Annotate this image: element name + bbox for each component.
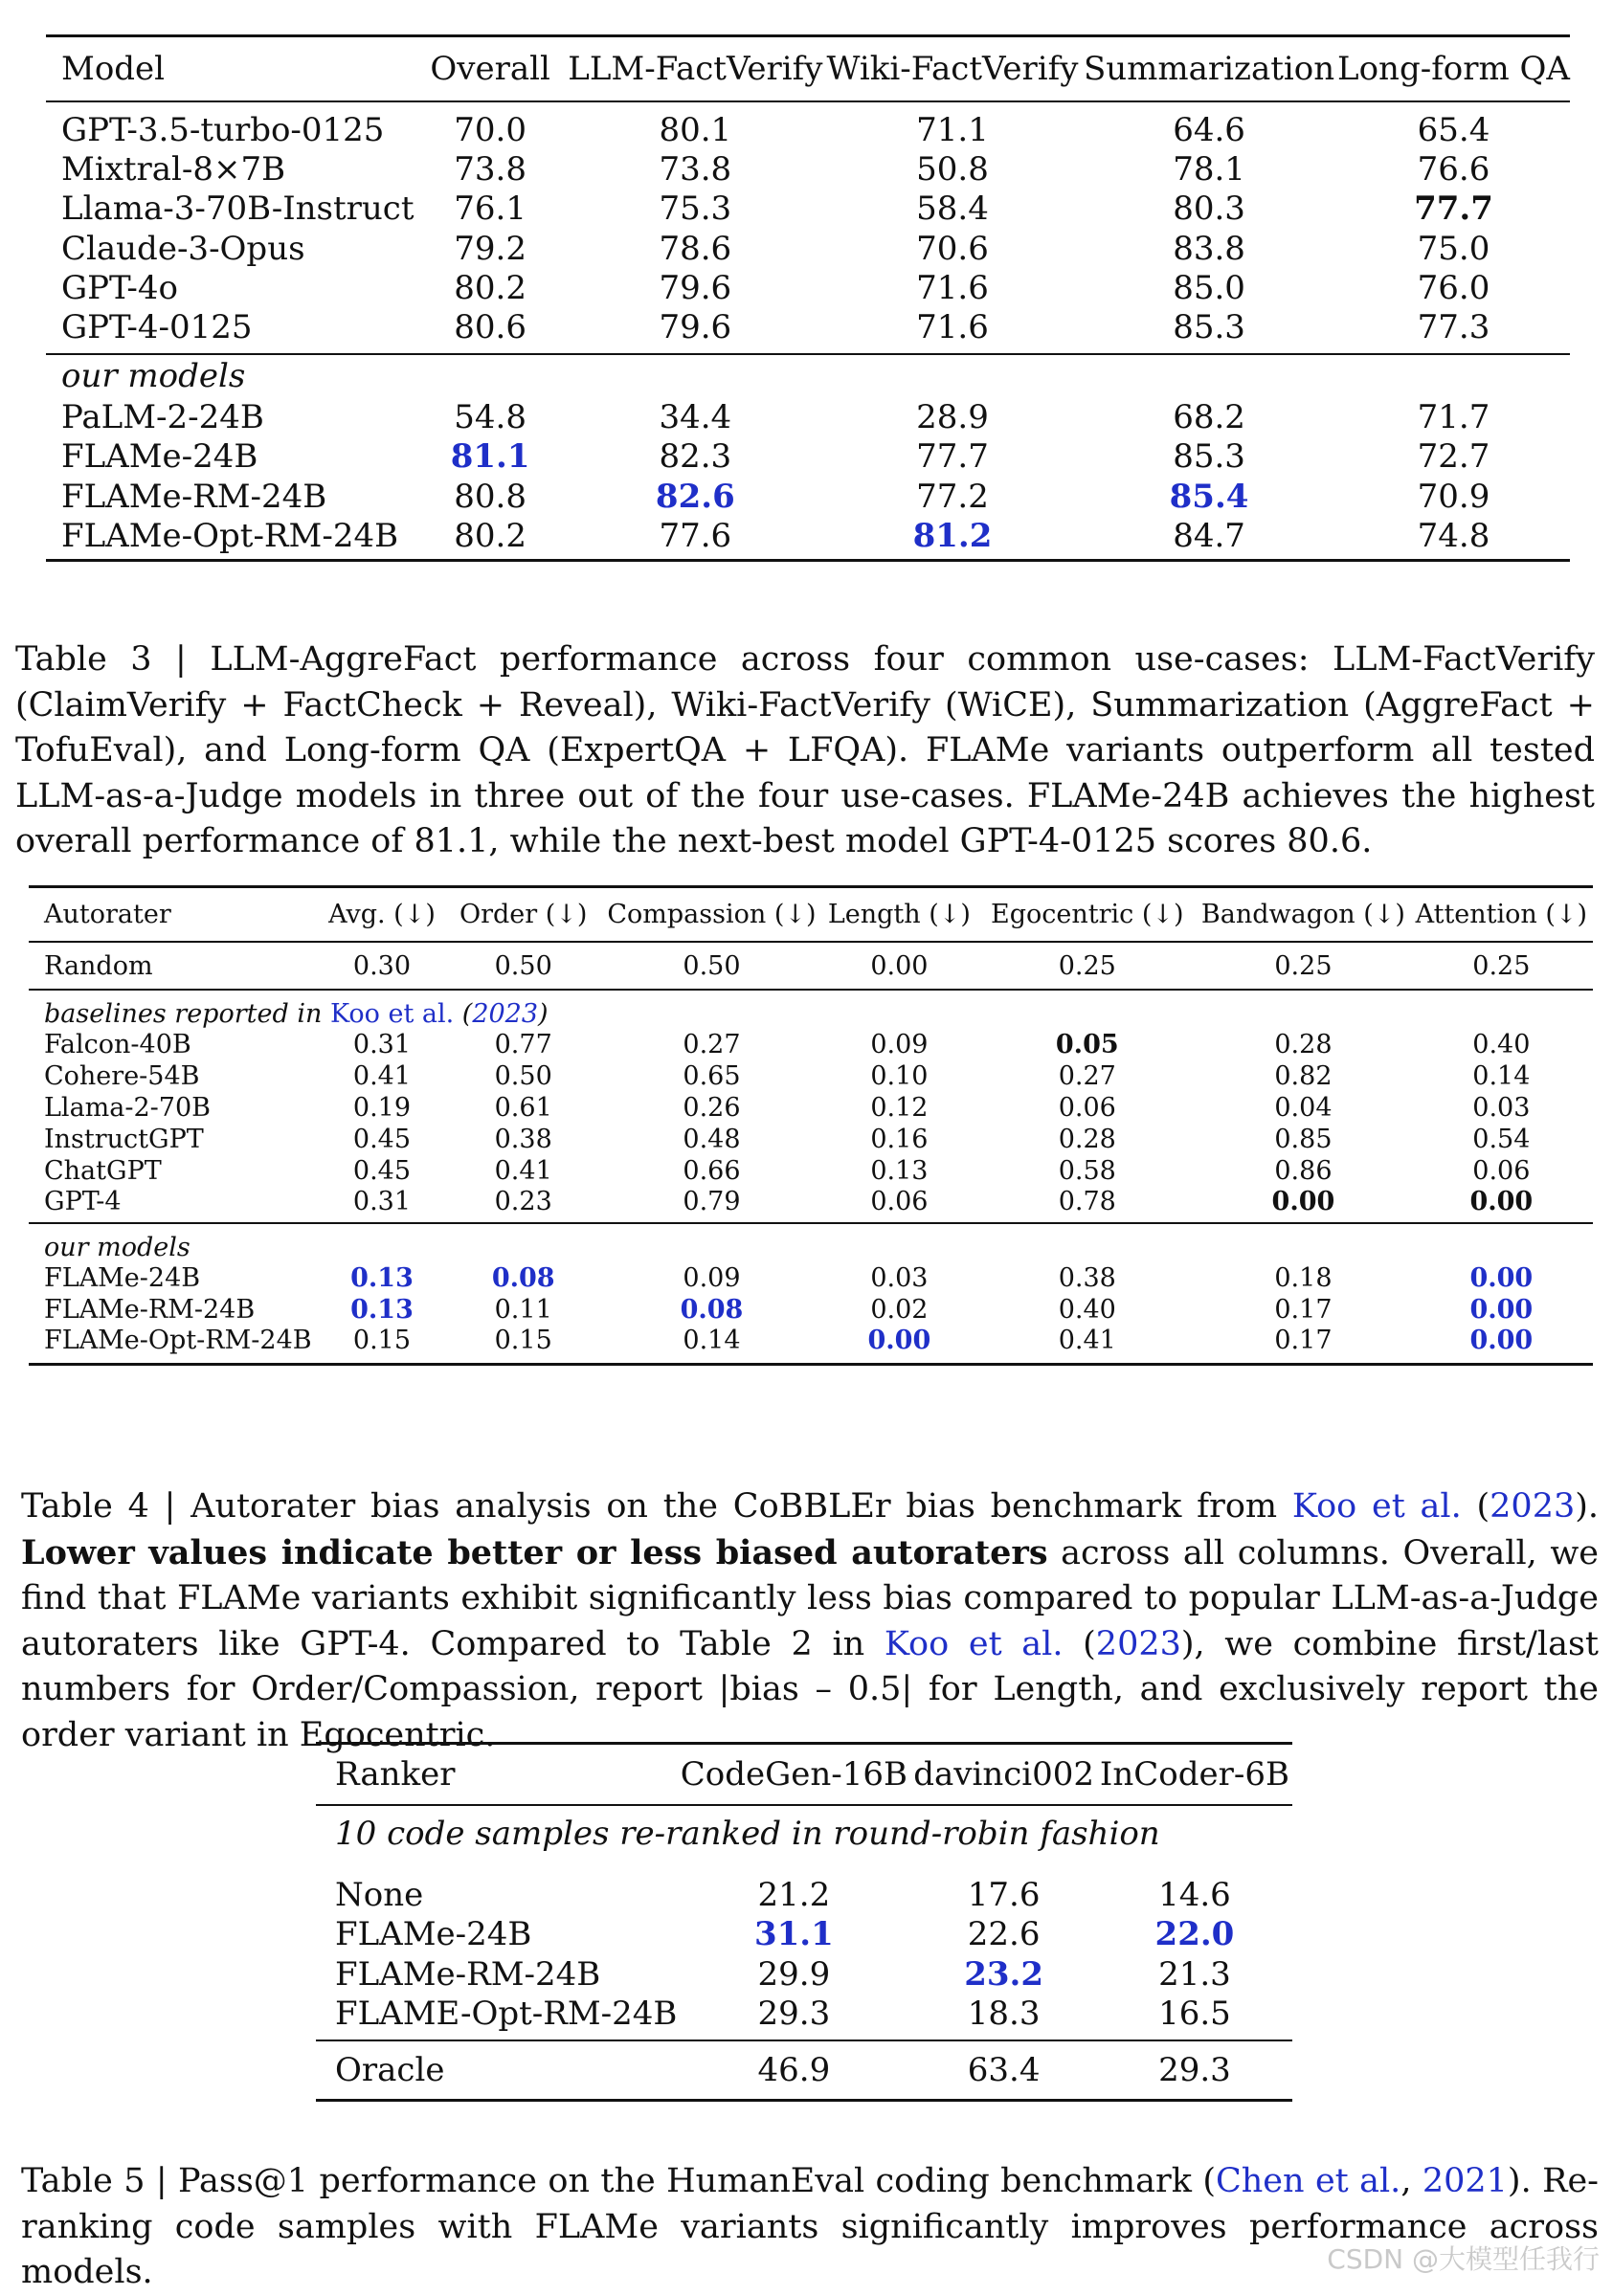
cell-best: 0.13	[350, 1295, 414, 1325]
cell: 17.6	[967, 1875, 1041, 1914]
cell: 77.6	[659, 516, 732, 555]
cell: 0.38	[494, 1125, 552, 1154]
cell: 0.25	[1274, 950, 1333, 981]
row-model: InstructGPT	[44, 1125, 204, 1154]
row-model: GPT-3.5-turbo-0125	[61, 111, 385, 149]
cell: 0.13	[870, 1156, 929, 1186]
header-ranker: Ranker	[335, 1755, 456, 1794]
header-incoder: InCoder-6B	[1099, 1755, 1289, 1794]
table-row	[29, 1060, 1593, 1092]
cell: 71.6	[916, 269, 989, 308]
table-row	[46, 308, 1570, 354]
citation-paren: ).	[1575, 1487, 1600, 1526]
cell-best: 0.00	[867, 1326, 931, 1355]
row-model: Random	[44, 950, 153, 981]
row-model: GPT-4o	[61, 269, 178, 308]
cell: 22.6	[967, 1915, 1041, 1954]
group-label	[29, 990, 1593, 1029]
cell: 21.2	[757, 1875, 831, 1914]
cell: 0.06	[1058, 1093, 1116, 1123]
cell: 71.1	[916, 111, 989, 149]
cell: 28.9	[916, 397, 989, 436]
cell: 0.41	[352, 1061, 412, 1091]
cell: 16.5	[1158, 1994, 1231, 2033]
cell: 0.09	[683, 1263, 741, 1293]
cell: 0.45	[352, 1125, 412, 1154]
group-label-row	[46, 354, 1570, 397]
cell: 0.82	[1274, 1061, 1333, 1091]
header-long-form-qa: Long-form QA	[1337, 50, 1570, 88]
cell: 0.31	[352, 1187, 412, 1216]
cell: 83.8	[1173, 229, 1245, 268]
cell: 64.6	[1173, 111, 1245, 149]
row-model: GPT-4	[44, 1187, 122, 1216]
cell: 0.04	[1274, 1093, 1333, 1123]
cell: 79.6	[659, 269, 732, 308]
cell-best: 31.1	[753, 1915, 834, 1954]
caption-emphasis: Lower values indicate better or less biased autoraters	[21, 1532, 1048, 1572]
citation-paren: )	[538, 999, 549, 1029]
cell: 80.2	[454, 516, 526, 555]
cell-best: 0.13	[350, 1263, 414, 1293]
citation-link[interactable]: Koo et al.	[329, 999, 455, 1029]
cell: 46.9	[757, 2050, 831, 2089]
cell: 85.3	[1173, 437, 1245, 477]
cell: 75.0	[1417, 229, 1490, 268]
cell: 78.6	[659, 229, 732, 268]
header-summarization: Summarization	[1083, 50, 1335, 88]
cell: 0.03	[1472, 1093, 1531, 1123]
header-davinci: davinci002	[913, 1755, 1095, 1794]
cell: 58.4	[916, 189, 989, 229]
cell: 0.38	[1058, 1263, 1116, 1293]
cell: 0.19	[352, 1093, 412, 1123]
cell-best: 81.2	[912, 516, 993, 555]
cell: 54.8	[454, 397, 526, 436]
table-row	[46, 229, 1570, 269]
citation-paren: (	[1063, 1624, 1096, 1663]
cell: 0.30	[352, 950, 412, 981]
cell: 0.10	[870, 1061, 929, 1091]
cell-best: 0.00	[1469, 1187, 1534, 1216]
cell: 70.0	[454, 111, 526, 149]
row-model: Llama-2-70B	[44, 1093, 211, 1123]
cell: 0.86	[1274, 1156, 1333, 1186]
cell-best: 0.05	[1055, 1030, 1119, 1059]
cell-best: 0.00	[1271, 1187, 1335, 1216]
group-label-row	[316, 1805, 1292, 1861]
row-model: FLAMe-24B	[61, 437, 258, 477]
cell: 0.40	[1058, 1295, 1116, 1325]
cell: 80.8	[454, 477, 526, 516]
header-avg: Avg. (↓)	[328, 900, 436, 929]
cell: 0.23	[494, 1187, 552, 1216]
row-model: Falcon-40B	[44, 1030, 191, 1059]
cell: 0.02	[870, 1295, 929, 1325]
cell: 29.3	[757, 1994, 831, 2033]
caption-text: ). Re-ranking code samples with FLAMe variants significantly improves performance across models.	[21, 2162, 1599, 2291]
row-model: FLAMe-24B	[335, 1915, 532, 1954]
cell: 0.58	[1058, 1156, 1116, 1186]
citation-link[interactable]: Koo et al.	[884, 1624, 1064, 1663]
caption-text: Table 4 | Autorater bias analysis on the CoBBLEr bias benchmark from	[21, 1487, 1292, 1526]
cell: 34.4	[659, 397, 732, 436]
spacer-row	[316, 1861, 1292, 1875]
table-row	[46, 101, 1570, 149]
citation-year-link[interactable]: 2023	[1490, 1487, 1576, 1526]
cell: 80.3	[1173, 189, 1245, 229]
cell: 0.11	[494, 1295, 552, 1325]
group-label-row	[29, 990, 1593, 1029]
cell: 77.3	[1417, 308, 1490, 346]
cell: 63.4	[967, 2050, 1041, 2089]
cell: 29.9	[757, 1954, 831, 1994]
row-model: Llama-3-70B-Instruct	[61, 189, 414, 229]
citation-paren: (	[454, 999, 473, 1029]
spacer	[316, 1861, 1292, 1875]
cell: 78.1	[1173, 149, 1245, 189]
cell: 70.6	[916, 229, 989, 268]
table-row	[46, 397, 1570, 437]
row-model: FLAMe-RM-24B	[335, 1954, 601, 1994]
cell: 0.50	[494, 950, 552, 981]
cell-best: 23.2	[964, 1954, 1044, 1994]
header-length: Length (↓)	[827, 900, 971, 929]
table-3	[46, 34, 1570, 562]
cell: 76.0	[1417, 269, 1490, 308]
table-row	[316, 1954, 1292, 1995]
cell: 0.50	[683, 950, 741, 981]
cell: 0.16	[870, 1125, 929, 1154]
citation-year-link[interactable]: 2021	[1422, 2162, 1508, 2200]
table-row	[46, 269, 1570, 309]
cell: 14.6	[1158, 1875, 1231, 1914]
cell: 0.66	[683, 1156, 741, 1186]
watermark: CSDN @大模型任我行	[1327, 2243, 1600, 2275]
group-label-prefix: baselines reported in	[44, 999, 330, 1029]
cell: 0.41	[1058, 1326, 1116, 1355]
cell: 0.28	[1274, 1030, 1333, 1059]
row-model: FLAMe-RM-24B	[61, 477, 327, 516]
table-row	[29, 1029, 1593, 1060]
cell: 70.9	[1417, 477, 1490, 516]
caption-text: Table 5 | Pass@1 performance on the HumanEval coding benchmark (	[21, 2162, 1216, 2200]
cell: 68.2	[1173, 397, 1245, 436]
cell: 0.79	[683, 1187, 741, 1216]
cell: 29.3	[1158, 2050, 1231, 2089]
cell: 0.41	[494, 1156, 552, 1186]
caption-text: across all columns. Overall, we find that FLAMe variants exhibit significantly less bias compared to popular LLM-as-a-Judge autoraters like GPT-4. Compared to Table 2 in	[21, 1533, 1599, 1663]
header-model: Model	[61, 50, 166, 88]
cell-best: 85.4	[1169, 477, 1249, 516]
table-row	[29, 1187, 1593, 1223]
cell: 0.17	[1274, 1295, 1333, 1325]
cell: 76.1	[454, 189, 526, 229]
table-row	[29, 1262, 1593, 1294]
table-4	[29, 885, 1593, 1366]
cell: 0.40	[1472, 1030, 1531, 1059]
caption-text: ), we combine first/last numbers for Order/Compassion, report |bias – 0.5| for Length, and exclusively report the order variant in Egocentric.	[21, 1624, 1599, 1754]
row-model: Oracle	[335, 2050, 445, 2089]
cell: 0.27	[683, 1030, 741, 1059]
table-row	[46, 437, 1570, 478]
cell: 0.77	[494, 1030, 552, 1059]
cell: 0.14	[683, 1326, 741, 1355]
cell: 72.7	[1417, 437, 1490, 477]
table-row	[316, 1995, 1292, 2040]
cell: 0.28	[1058, 1125, 1116, 1154]
row-model: GPT-4-0125	[61, 308, 253, 346]
row-model: FLAMe-RM-24B	[44, 1295, 256, 1325]
cell: 75.3	[659, 189, 732, 229]
cell: 82.3	[659, 437, 732, 477]
table-row	[29, 942, 1593, 990]
table-row	[316, 1915, 1292, 1955]
cell: 71.6	[916, 308, 989, 346]
cell: 77.2	[916, 477, 989, 516]
row-model: None	[335, 1875, 424, 1914]
cell: 0.15	[494, 1326, 552, 1355]
citation-year-link[interactable]: 2023	[472, 999, 539, 1029]
cell: 80.6	[454, 308, 526, 346]
cell: 0.50	[494, 1061, 552, 1091]
cell: 0.78	[1058, 1187, 1116, 1216]
cell: 0.65	[683, 1061, 741, 1091]
cell: 79.6	[659, 308, 732, 346]
cell: 0.54	[1472, 1125, 1531, 1154]
table-row	[46, 477, 1570, 517]
cell: 0.09	[870, 1030, 929, 1059]
cell: 77.7	[916, 437, 989, 477]
table-header-row	[29, 887, 1593, 943]
cell: 84.7	[1173, 516, 1245, 555]
table-3-caption: Table 3 | LLM-AggreFact performance across four common use-cases: LLM-FactVerify (ClaimVerify + FactCheck + Reveal), Wiki-FactVerify (WiCE), Summarization (AggreFact + TofuEval), and Long-form QA (ExpertQA + LFQA). FLAMe variants outperform all tested LLM-as-a-Judge models in three out of the four use-cases. FLAMe-24B achieves the highest overall performance of 81.1, while the next-best model GPT-4-0125 scores 80.6.	[15, 640, 1595, 860]
cell: 0.31	[352, 1030, 412, 1059]
cell: 0.14	[1472, 1061, 1531, 1091]
table-row	[29, 1124, 1593, 1155]
cell: 0.27	[1058, 1061, 1116, 1091]
row-model: FLAMe-Opt-RM-24B	[61, 516, 399, 555]
cell-best: 0.08	[491, 1263, 555, 1293]
cell-best: 0.00	[1469, 1295, 1534, 1325]
cell-best: 81.1	[450, 437, 530, 477]
group-label: our models	[61, 357, 246, 395]
table-row	[46, 149, 1570, 189]
row-model: FLAME-Opt-RM-24B	[335, 1994, 678, 2033]
header-bandwagon: Bandwagon (↓)	[1200, 900, 1405, 929]
table-row	[29, 1294, 1593, 1326]
header-order: Order (↓)	[459, 900, 588, 929]
cell: 0.45	[352, 1156, 412, 1186]
citation-year-link[interactable]: 2023	[1095, 1624, 1181, 1663]
cell: 80.2	[454, 269, 526, 308]
cell-best: 82.6	[655, 477, 735, 516]
table-row	[29, 1326, 1593, 1365]
cell: 0.06	[870, 1187, 929, 1216]
cell: 80.1	[659, 111, 732, 149]
cell: 21.3	[1158, 1954, 1231, 1994]
header-autorater: Autorater	[44, 900, 171, 929]
table-row	[316, 2040, 1292, 2101]
table-row	[29, 1155, 1593, 1187]
citation-sep: ,	[1400, 2162, 1423, 2200]
cell: 0.61	[494, 1093, 552, 1123]
cell: 0.85	[1274, 1125, 1333, 1154]
header-compassion: Compassion (↓)	[607, 900, 817, 929]
group-label: 10 code samples re-ranked in round-robin fashion	[335, 1815, 1160, 1853]
table-row	[316, 1875, 1292, 1915]
header-wiki-factverify: Wiki-FactVerify	[826, 50, 1079, 88]
cell: 73.8	[454, 149, 526, 189]
row-model: Cohere-54B	[44, 1061, 200, 1091]
header-overall: Overall	[430, 50, 550, 88]
cell-best: 0.00	[1469, 1326, 1534, 1355]
cell: 0.00	[870, 950, 929, 981]
header-attention: Attention (↓)	[1415, 900, 1588, 929]
cell: 76.6	[1417, 149, 1490, 189]
cell: 50.8	[916, 149, 989, 189]
table-row	[46, 189, 1570, 230]
table-row	[46, 517, 1570, 561]
table-header-row	[316, 1744, 1292, 1806]
citation-link[interactable]: Koo et al.	[1291, 1487, 1462, 1526]
row-model: ChatGPT	[44, 1156, 162, 1186]
cell: 0.12	[870, 1093, 929, 1123]
group-label: our models	[44, 1233, 190, 1262]
table-row	[29, 1092, 1593, 1124]
cell: 71.7	[1417, 397, 1490, 436]
cell-best: 0.08	[680, 1295, 744, 1325]
citation-link[interactable]: Chen et al.	[1215, 2162, 1401, 2200]
cell: 65.4	[1417, 111, 1490, 149]
cell: 79.2	[454, 229, 526, 268]
cell: 0.17	[1274, 1326, 1333, 1355]
cell: 18.3	[967, 1994, 1041, 2033]
table-header-row	[46, 36, 1570, 102]
header-llm-factverify: LLM-FactVerify	[568, 50, 823, 88]
row-model: Claude-3-Opus	[61, 229, 305, 268]
row-model: FLAMe-Opt-RM-24B	[44, 1326, 312, 1355]
table-4-caption	[21, 1484, 1599, 1758]
cell: 74.8	[1417, 516, 1490, 555]
cell: 0.25	[1472, 950, 1531, 981]
row-model: PaLM-2-24B	[61, 397, 264, 436]
table-5	[316, 1742, 1292, 2102]
cell: 0.03	[870, 1263, 929, 1293]
header-codegen: CodeGen-16B	[680, 1755, 908, 1794]
cell-best: 77.7	[1414, 189, 1493, 229]
cell: 0.26	[683, 1093, 741, 1123]
cell: 0.06	[1472, 1156, 1531, 1186]
cell: 0.15	[352, 1326, 412, 1355]
cell: 0.25	[1058, 950, 1116, 981]
citation-paren: (	[1461, 1487, 1490, 1526]
row-model: Mixtral-8×7B	[61, 149, 286, 189]
cell-best: 0.00	[1469, 1263, 1534, 1293]
cell: 85.0	[1173, 269, 1245, 308]
cell: 85.3	[1173, 308, 1245, 346]
cell: 73.8	[659, 149, 732, 189]
row-model: FLAMe-24B	[44, 1263, 201, 1293]
header-egocentric: Egocentric (↓)	[991, 900, 1184, 929]
cell: 0.18	[1274, 1263, 1333, 1293]
cell: 0.48	[683, 1125, 741, 1154]
group-label-row	[29, 1223, 1593, 1262]
cell-best: 22.0	[1154, 1915, 1235, 1954]
